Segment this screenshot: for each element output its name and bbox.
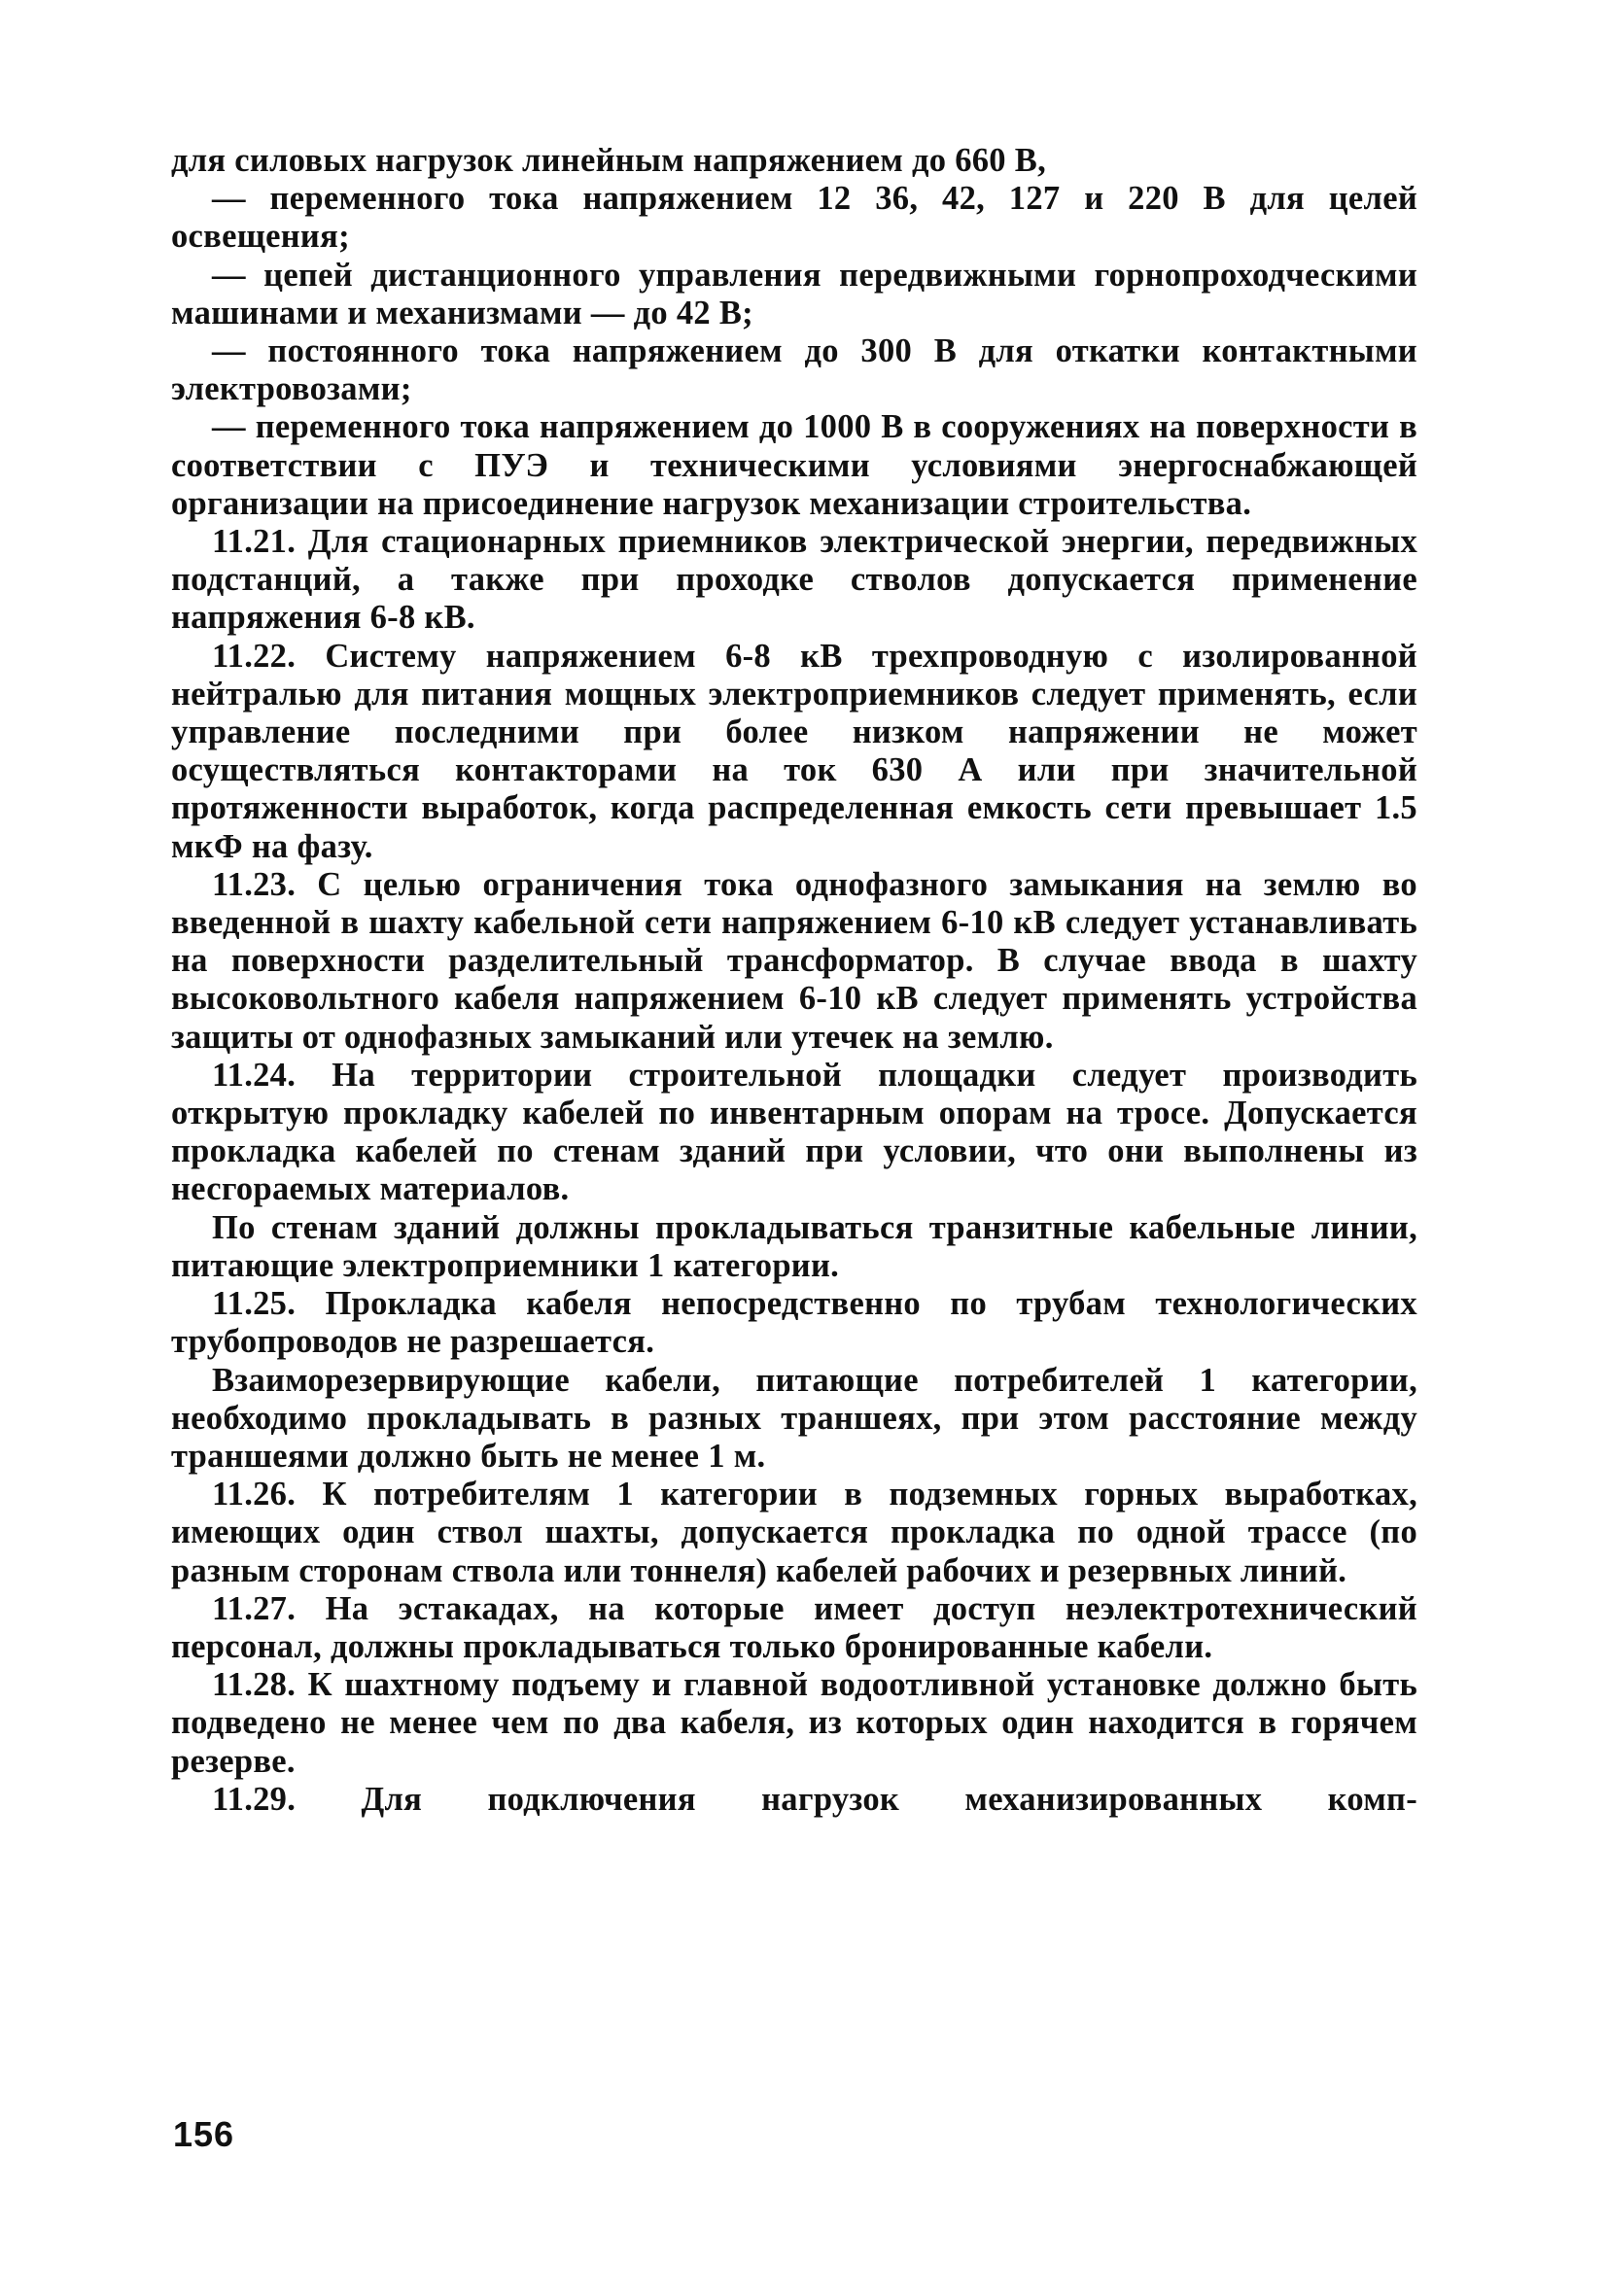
paragraph-11-21: 11.21. Для стационарных приемников электрической энергии, передвижных подстанций, а также при проходке стволов допускается применение напряжения 6-8 кВ. bbox=[171, 523, 1417, 637]
paragraph-11-29: 11.29. Для подключения нагрузок механизированных комп- bbox=[212, 1780, 1417, 1818]
paragraph-surface-ac: — переменного тока напряжением до 1000 В в сооружениях на поверхности в соответствии с ПУЭ и техническими условиями энергоснабжающей организации на присоединение нагрузок механизации строительства. bbox=[171, 408, 1417, 522]
body-text bbox=[171, 142, 1417, 1819]
paragraph-redundant-cables: Взаиморезервирующие кабели, питающие потребителей 1 категории, необходимо прокладывать в разных траншеях, при этом расстояние между траншеями должно быть не менее 1 м. bbox=[171, 1361, 1417, 1475]
paragraph-11-23: 11.23. С целью ограничения тока однофазного замыкания на землю во введенной в шахту кабельной сети напряжением 6-10 кВ следует устанавливать на поверхности разделительный трансформатор. В случае ввода в шахту высоковольтного кабеля напряжением 6-10 кВ следует применять устройства защиты от однофазных замыканий или утечек на землю. bbox=[171, 865, 1417, 1056]
paragraph-dc-haulage: — постоянного тока напряжением до 300 В для откатки контактными электровозами; bbox=[171, 332, 1417, 408]
paragraph-transit-lines: По стенам зданий должны прокладываться транзитные кабельные линии, питающие электроприемники 1 категории. bbox=[171, 1208, 1417, 1284]
paragraph-lighting-voltage: — переменного тока напряжением 12 36, 42, 127 и 220 В для целей освещения; bbox=[171, 180, 1417, 256]
paragraph-11-22: 11.22. Систему напряжением 6-8 кВ трехпроводную с изолированной нейтралью для питания мощных электроприемников следует применять, если управление последними при более низком напряжении не может осуществляться контакторами на ток 630 А или при значительной протяженности выработок, когда распределенная емкость сети превышает 1.5 мкФ на фазу. bbox=[171, 637, 1417, 865]
page-number: 156 bbox=[173, 2114, 235, 2154]
paragraph-remote-control: — цепей дистанционного управления передвижными горнопроходческими машинами и механизмами — до 42 В; bbox=[171, 256, 1417, 331]
paragraph-11-28: 11.28. К шахтному подъему и главной водоотливной установке должно быть подведено не менее чем по два кабеля, из которых один находится в горячем резерве. bbox=[171, 1666, 1417, 1780]
paragraph-11-24: 11.24. На территории строительной площадки следует производить открытую прокладку кабелей по инвентарным опорам на тросе. Допускается прокладка кабелей по стенам зданий при условии, что они выполнены из несгораемых материалов. bbox=[171, 1056, 1417, 1208]
paragraph-continuation: для силовых нагрузок линейным напряжением до 660 В, bbox=[171, 142, 1047, 179]
paragraph-11-25: 11.25. Прокладка кабеля непосредственно по трубам технологических трубопроводов не разрешается. bbox=[171, 1285, 1417, 1361]
paragraph-11-27: 11.27. На эстакадах, на которые имеет доступ неэлектротехнический персонал, должны прокладываться только бронированные кабели. bbox=[171, 1589, 1417, 1665]
paragraph-11-26: 11.26. К потребителям 1 категории в подземных горных выработках, имеющих один ствол шахты, допускается прокладка по одной трассе (по разным сторонам ствола или тоннеля) кабелей рабочих и резервных линий. bbox=[171, 1476, 1417, 1589]
